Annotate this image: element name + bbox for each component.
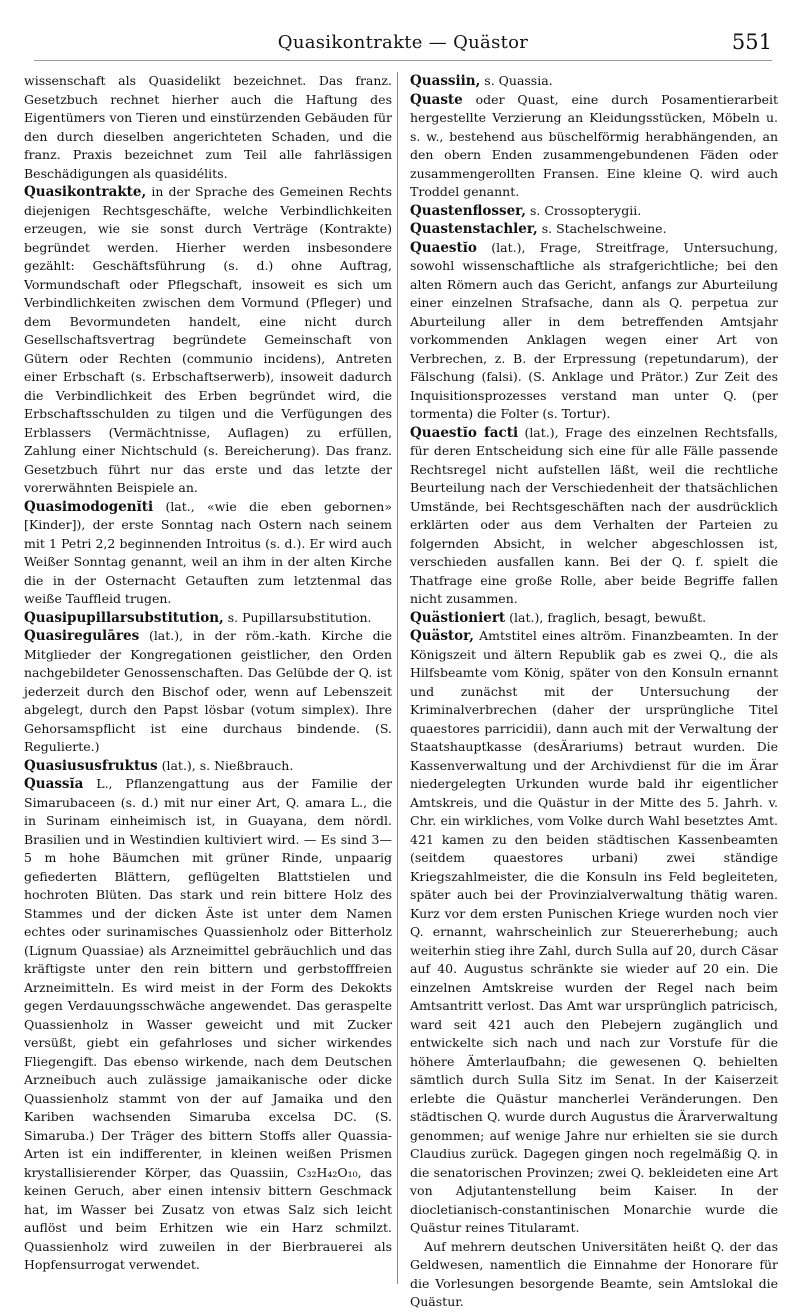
dictionary-entry: [24, 609, 392, 628]
entry-headword: Quaste: [410, 91, 463, 108]
entry-headword: Quassiin,: [410, 73, 481, 89]
dictionary-entry: [24, 72, 392, 183]
entry-text: (lat., «wie die eben gebornen» [Kinder]), der erste Sonntag nach Ostern nach seinem mit 1 Petri 2,2 beginnenden Introitus (s. d.). Er wird auch Weißer Sonntag genannt, weil an ihm in der alten Kirche die in der Osternacht Getauften zum letztenmal das weiße Tauffleid trugen.: [24, 498, 392, 606]
entry-text: (lat.), fraglich, besagt, bewußt.: [509, 609, 707, 625]
entry-text: in der Sprache des Gemeinen Rechts diejenigen Rechtsgeschäfte, welche Verbindlichkeiten erzeugen, wie sie sonst durch Verträge (Kontrakte) begründet werden. Hierher werden insbesondere gezählt: Geschäftsführung (s. d.) ohne Auftrag, Vormundschaft oder Pflegschaft, insoweit es sich um Verbindlichkeiten zwischen dem Vormund (Pfleger) und dem Bevormundeten handelt, eine nicht durch Gesellschaftsvertrag begründete Gemeinschaft von Gütern oder Rechten (communio incidens), Antreten einer Erbschaft (s. Erbschaftserwerb), insoweit dadurch die Verbindlichkeit des Erben begründet wird, die Erbschaftsschulden zu tilgen und die Verfügungen des Erblassers (Vermächtnisse, Auflagen) zu erfüllen, Zahlung einer Nichtschuld (s. Bereicherung). Das franz. Gesetzbuch führt nur das erste und das letzte der vorerwähnten Beispiele an.: [24, 184, 392, 495]
dictionary-entry: [410, 91, 778, 202]
page-header: [34, 30, 772, 60]
entry-headword: Quasimodogenĭti: [24, 498, 154, 515]
entry-text: s. Crossopterygii.: [530, 202, 642, 218]
entry-headword: Quästioniert: [410, 609, 506, 626]
entry-headword: Quasiregulāres: [24, 628, 140, 644]
dictionary-entry: [24, 627, 392, 757]
running-head: Quasikontrakte — Quästor: [277, 32, 529, 53]
entry-headword: Quasikontrakte,: [24, 184, 147, 200]
dictionary-entry: [410, 627, 778, 1238]
entry-text: s. Pupillarsubstitution.: [227, 609, 372, 625]
entry-headword: Quassĭa: [24, 776, 84, 792]
dictionary-entry: [410, 202, 778, 221]
entry-text: oder Quast, eine durch Posamentierarbeit hergestellte Verzierung an Kleidungsstücken, Möbeln u. s. w., bestehend aus büschelförmig herabhängenden, an den obern Enden zusammengebundenen Fäden oder zusammengerollten Fransen. Eine kleine Q. wird auch Troddel genannt.: [410, 91, 778, 199]
entry-text: Auf mehrern deutschen Universitäten heißt Q. der das Geldwesen, namentlich die Einnahme der Honorare für die Vorlesungen besorgende Beamte, sein Amtslokal die Quästur.: [410, 1238, 778, 1309]
page-number: 551: [731, 30, 772, 54]
left-column: [24, 72, 392, 1275]
right-column: [410, 72, 778, 1312]
dictionary-entry: [410, 424, 778, 609]
entry-text: L., Pflanzengattung aus der Familie der Simarubaceen (s. d.) mit nur einer Art, Q. amara L., die in Surinam einheimisch ist, in Guayana, dem nördl. Brasilien und in Westindien kultiviert wird. — Es sind 3—5 m hohe Bäumchen mit grüner Rinde, unpaarig gefiederten Blättern, geflügelten Blattstielen und hochroten Blüten. Das stark und rein bittere Holz des Stammes und der dicken Äste ist unter dem Namen echtes oder surinamisches Quassienholz oder Bitterholz (Lignum Quassiae) als Arzneimittel gebräuchlich und das kräftigste unter den rein bittern und gerbstofffreien Arzneimitteln. Es wird meist in der Form des Dekokts gegen Verdauungsschwäche angewendet. Das geraspelte Quassienholz in Wasser geweicht und mit Zucker versüßt, giebt ein gefahrloses und sicher wirkendes Fliegengift. Das ebenso wirkende, nach dem Deutschen Arzneibuch auch zulässige jamaikanische oder dicke Quassienholz stammt von der auf Jamaika und den Kariben wachsenden Simaruba excelsa DC. (S. Simaruba.) Der Träger des bittern Stoffs aller Quassia-Arten ist ein indifferenter, in kleinen weißen Prismen krystallisierender Körper, das Quassiin, C₃₂H₄₂O₁₀, das keinen Geruch, aber einen intensiv bittern Geschmack hat, im Wasser bei Zusatz von etwas Salz sich leicht auflöst und beim Erhitzen wie ein Harz schmilzt. Quassienholz wird zuweilen in der Bierbrauerei als Hopfensurrogat verwendet.: [24, 776, 392, 1272]
dictionary-entry: [410, 1238, 778, 1312]
entry-headword: Quaestĭo: [410, 239, 477, 256]
entry-headword: Quasiususfruktus: [24, 757, 158, 774]
column-divider: [397, 72, 398, 1284]
entry-text: (lat.), s. Nießbrauch.: [161, 757, 294, 773]
dictionary-entry: [24, 183, 392, 498]
entry-headword: Quastenflosser,: [410, 202, 527, 219]
entry-text: (lat.), Frage des einzelnen Rechtsfalls, für deren Entscheidung sich eine für alle Fälle passende Rechtsregel nicht aufstellen läßt, weil die rechtliche Beurteilung nach der Verschiedenheit der thatsächlichen Umstände, bei Rechtsgeschäften nach der ausdrücklich erklärten oder aus dem Verhalten der Parteien zu folgernden Absicht, in welcher abgeschlossen ist, verschieden ausfallen kann. Bei der Q. f. spielt die Thatfrage eine große Rolle, aber beide Begriffe fallen nicht zusammen.: [410, 424, 778, 606]
entry-headword: Quästor,: [410, 628, 474, 644]
entry-text: wissenschaft als Quasidelikt bezeichnet. Das franz. Gesetzbuch rechnet hierher auch die Haftung des Eigentümers von Tieren und einstürzenden Gebäuden für den durch dieselben angerichteten Schaden, und die franz. Praxis bezeichnet zum Teil alle fahrlässigen Beschädigungen als quasidélits.: [24, 73, 392, 181]
dictionary-entry: [410, 72, 778, 91]
dictionary-entry: [24, 757, 392, 776]
entry-text: (lat.), Frage, Streitfrage, Untersuchung, sowohl wissenschaftliche als strafgerichtliche; bei den alten Römern auch das Gericht, anfangs zur Aburteilung einer einzelnen Strafsache, dann als Q. perpetua zur Aburteilung aller in dem betreffenden Amtsjahr vorkommenden Anklagen wegen einer Art von Verbrechen, z. B. der Erpressung (repetundarum), der Fälschung (falsi). (S. Anklage und Prätor.) Zur Zeit des Inquisitionsprozesses verstand man unter Q. (per tormenta) die Folter (s. Tortur).: [410, 239, 778, 421]
dictionary-entry: [410, 220, 778, 239]
entry-text: s. Stachelschweine.: [541, 221, 667, 236]
header-rule: [34, 60, 772, 61]
entry-headword: Quasipupillarsubstitution,: [24, 609, 224, 626]
dictionary-entry: [24, 775, 392, 1275]
entry-text: Amtstitel eines altröm. Finanzbeamten. In der Königszeit und ältern Republik gab es zwei Q., die als Hilfsbeamte vom König, später von den Konsuln ernannt und zunächst mit der Untersuchung der Kriminalverbrechen (daher der ursprüngliche Titel quaestores parricidii), dann auch mit der Verwaltung der Staatshauptkasse (desÄrariums) betraut wurden. Die Kassenverwaltung und der Archivdienst für die im Ärar niedergelegten Urkunden wurde bald ihr eigentlicher Amtskreis, und die Quästur in der Mitte des 5. Jahrh. v. Chr. ein wirkliches, vom Volke durch Wahl besetztes Amt. 421 kamen zu den beiden städtischen Kassenbeamten (seitdem quaestores urbani) zwei ständige Kriegszahlmeister, die die Konsuln ins Feld begleiteten, später auch bei der Provinzialverwaltung thätig waren. Kurz vor dem ersten Punischen Kriege wurden noch vier Q. ernannt, wahrscheinlich zur Steuererhebung; auch weiterhin stieg ihre Zahl, durch Sulla auf 20, durch Cäsar auf 40. Augustus schränkte sie wieder auf 20 ein. Die einzelnen Amtskreise wurden der Regel nach beim Amtsantritt verlost. Das Amt war ursprünglich patricisch, ward seit 421 auch den Plebejern zugänglich und entwickelte sich nach und nach zur Vorstufe für die höhere Ämterlaufbahn; die gewesenen Q. behielten sämtlich durch Sulla Sitz im Senat. In der Kaiserzeit erlebte die Quästur mancherlei Veränderungen. Den städtischen Q. wurde durch Augustus die Ärarverwaltung genommen; auf wenige Jahre nur erhielten sie sie durch Claudius zurück. Dagegen gingen noch regelmäßig Q. in die senatorischen Provinzen; zwei Q. bekleideten eine Art von Adjutantenstellung beim Kaiser. In der diocletianisch-constantinischen Monarchie wurde die Quästur reines Titularamt.: [410, 628, 778, 1235]
dictionary-entry: [24, 498, 392, 609]
entry-headword: Quaestĭo facti: [410, 424, 519, 441]
dictionary-entry: [410, 609, 778, 628]
entry-headword: Quastenstachler,: [410, 221, 538, 237]
entry-text: s. Quassia.: [484, 73, 553, 88]
dictionary-entry: [410, 239, 778, 424]
entry-text: (lat.), in der röm.-kath. Kirche die Mitglieder der Kongregationen geistlicher, den Orden nachgebildeter Genossenschaften. Das Gelübde der Q. ist jederzeit durch den Bischof oder, wenn auf Lebenszeit abgelegt, durch den Papst lösbar (votum simplex). Ihre Gehorsamspflicht ist eine durchaus bindende. (S. Regulierte.): [24, 628, 392, 754]
